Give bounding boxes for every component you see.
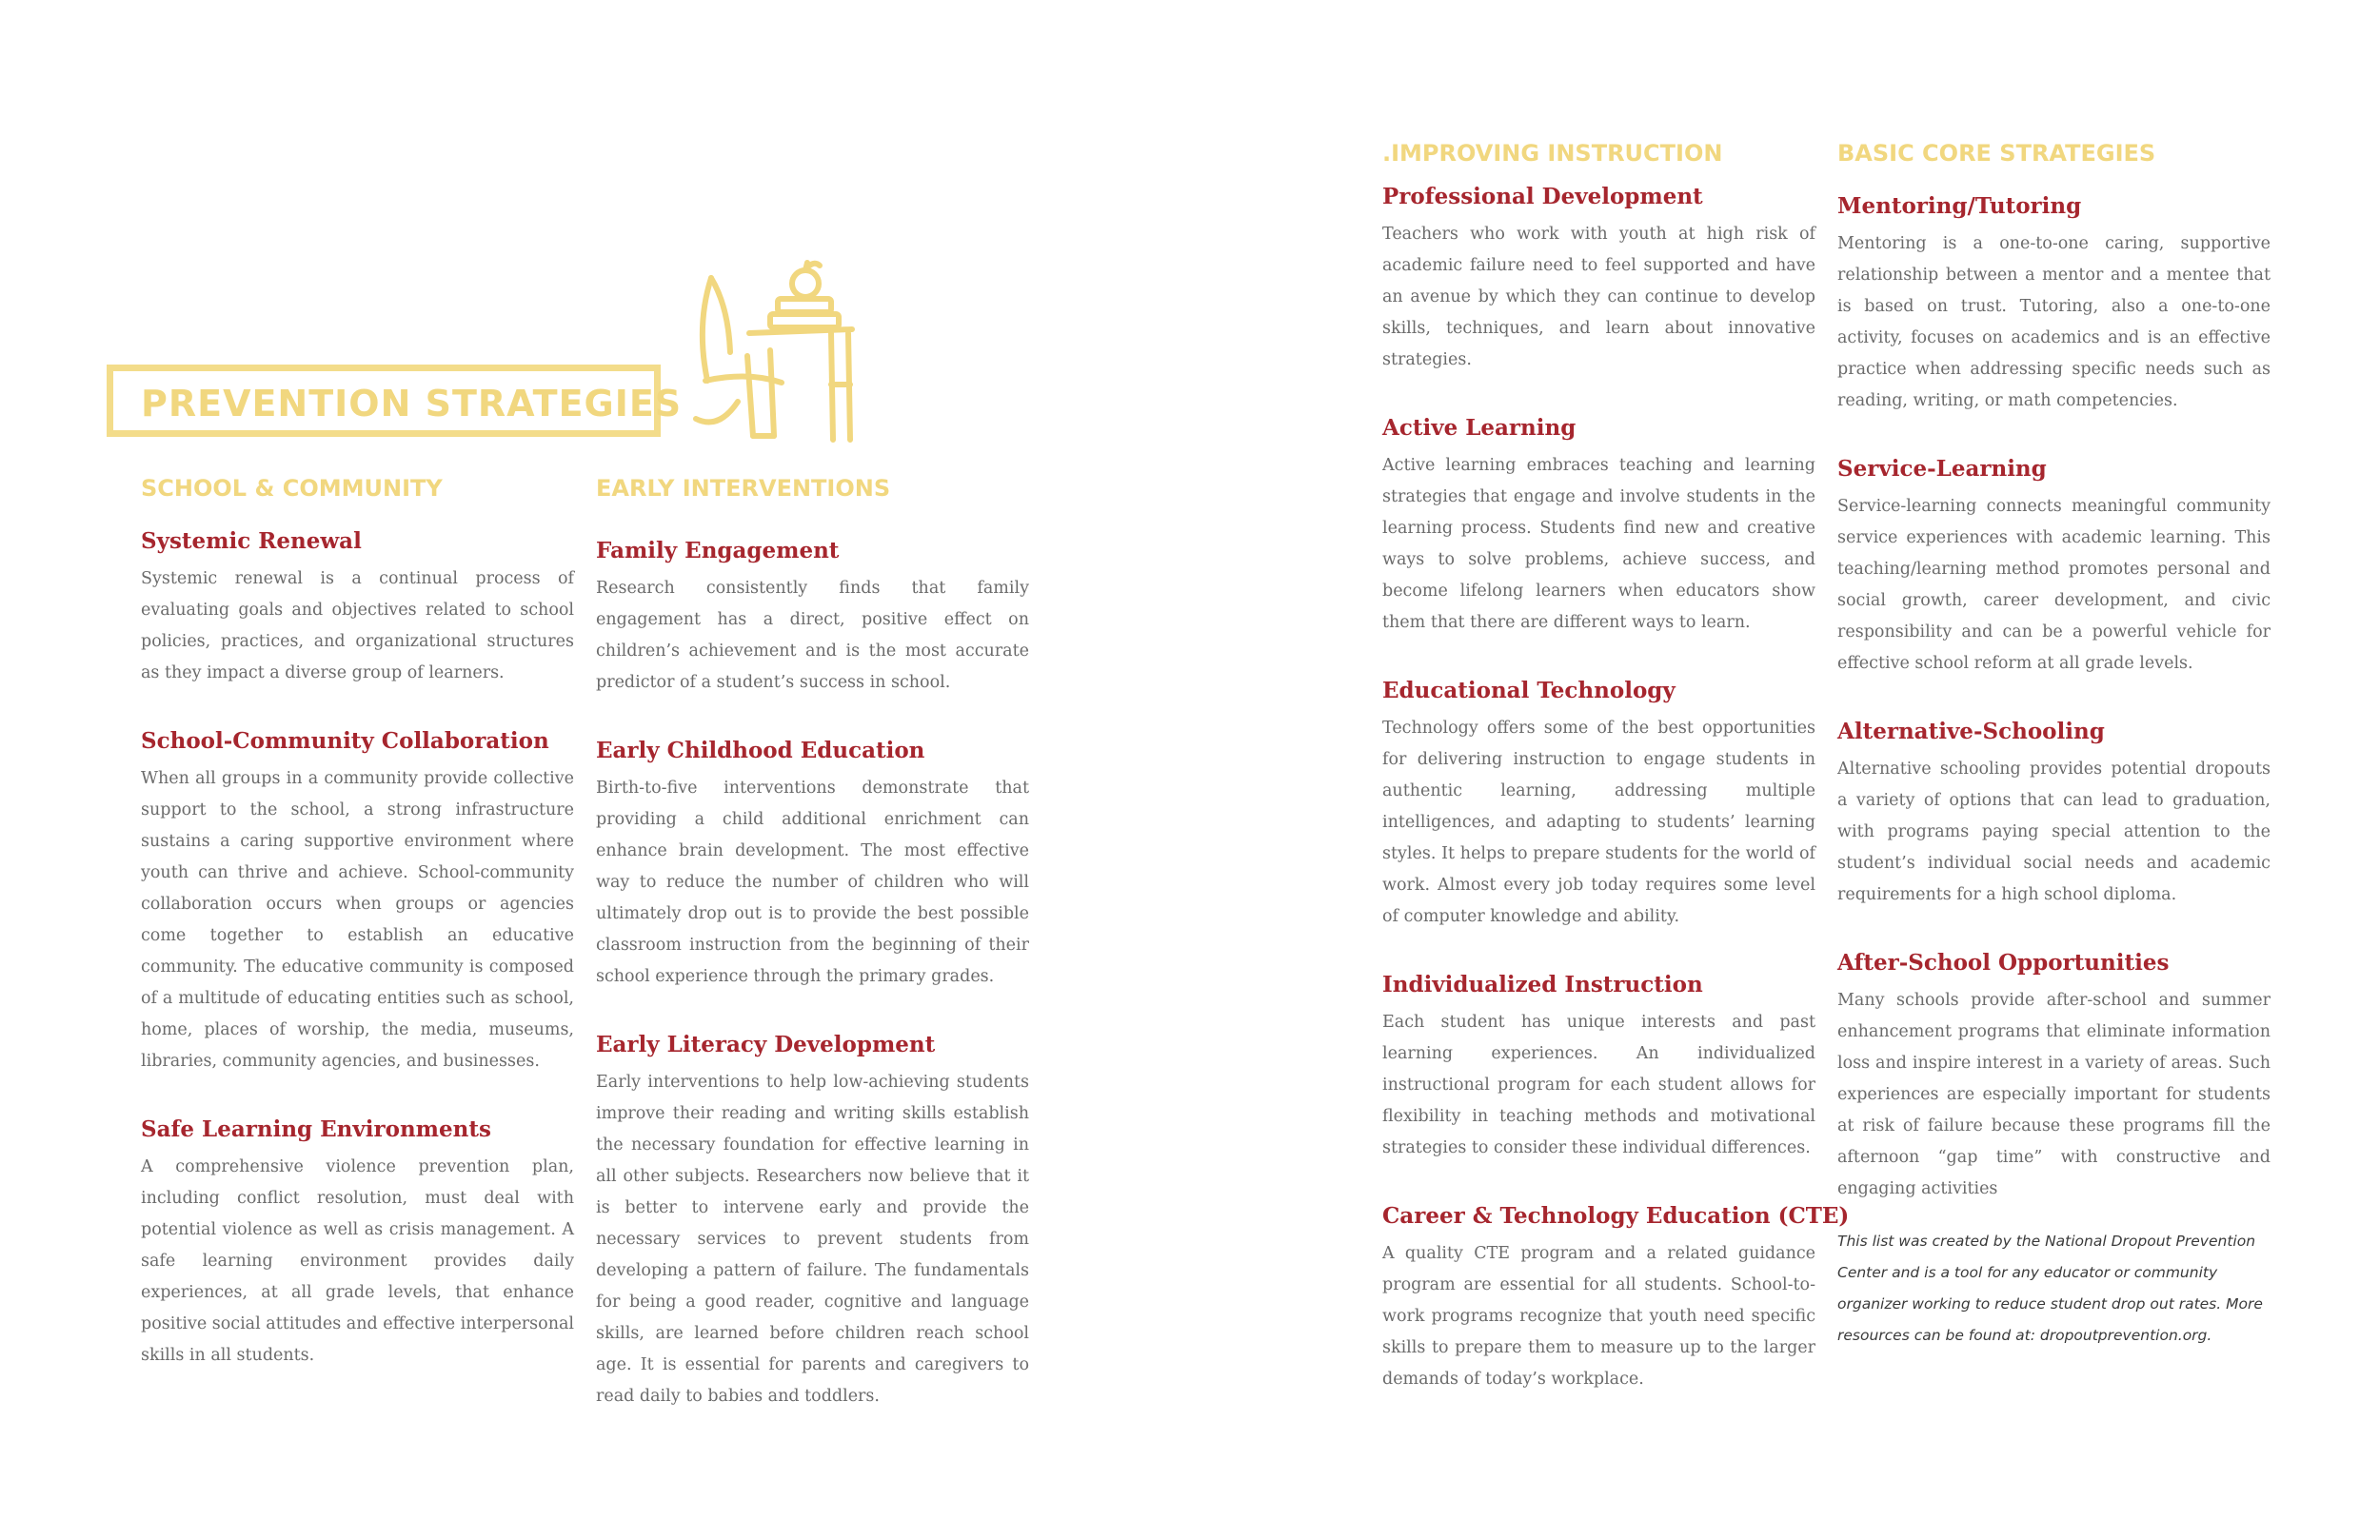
section-body: Many schools provide after-school and summer enhancement programs that eliminate information loss and inspire interest in a variety of areas. Such experiences are especially important for students at risk of failure because these programs fill the afternoon “gap time” with constructive and engaging activities: [1837, 991, 2271, 1198]
school-desk-apple-icon: [690, 259, 871, 444]
section-title: Educational Technology: [1382, 678, 1676, 703]
section-safe-learning-environments: [141, 1116, 574, 1372]
section-title: Safe Learning Environments: [141, 1116, 491, 1142]
section-title: School-Community Collaboration: [141, 728, 549, 754]
section-early-childhood-education: [596, 737, 1029, 993]
column-heading: SCHOOL & COMMUNITY: [141, 475, 443, 502]
section-body: Systemic renewal is a continual process of evaluating goals and objectives related to school policies, practices, and organizational structures as they impact a diverse group of learners.: [141, 569, 574, 682]
section-body: A comprehensive violence prevention plan, including conflict resolution, must deal with potential violence as well as crisis management. A safe learning environment provides daily experiences, at all grade levels, that enhance positive social attitudes and effective interpersonal skills in all students.: [141, 1157, 574, 1365]
section-body: Technology offers some of the best opportunities for delivering instruction to engage students in authentic learning, addressing multiple intelligences, and adapting to students’ learning styles. It helps to prepare students for the world of work. Almost every job today requires some level of computer knowledge and ability.: [1382, 719, 1815, 926]
section-professional-development: [1382, 183, 1815, 376]
column-early-interventions: [596, 474, 1029, 1412]
section-alternative-schooling: [1837, 718, 2271, 911]
section-title: Alternative-Schooling: [1837, 719, 2105, 744]
section-service-learning: [1837, 455, 2271, 680]
section-title: Family Engagement: [596, 538, 840, 563]
section-body: When all groups in a community provide collective support to the school, a strong infrastructure sustains a caring supportive environment where youth can thrive and achieve. School-community collaboration occurs when groups or agencies come together to establish an educative community. The educative community is composed of a multitude of educating entities such as school, home, places of worship, the media, museums, libraries, community agencies, and businesses.: [141, 769, 574, 1071]
section-school-community-collaboration: [141, 727, 574, 1077]
section-after-school-opportunities: [1837, 949, 2271, 1205]
section-title: Active Learning: [1382, 415, 1577, 441]
section-body: Early interventions to help low-achieving students improve their reading and writing skills establish the necessary foundation for effective learning in all other subjects. Researchers now believe that it is better to intervene early and provide the necessary services to prevent students from developing a pattern of failure. The fundamentals for being a good reader, cognitive and language skills, are learned before children reach school age. It is essential for parents and caregivers to read daily to babies and toddlers.: [596, 1073, 1029, 1406]
section-body: Mentoring is a one-to-one caring, supportive relationship between a mentor and a mentee that is based on trust. Tutoring, also a one-to-one activity, focuses on academics and is an effective practice when addressing specific needs such as reading, writing, or math competencies.: [1837, 234, 2271, 410]
column-basic-core-strategies: [1837, 139, 2271, 1352]
section-career-technology-education: [1382, 1202, 1850, 1395]
section-body: Each student has unique interests and past learning experiences. An individualized instructional program for each student allows for flexibility in teaching methods and motivational strategies to consider these individual differences.: [1382, 1013, 1815, 1157]
section-body: Alternative schooling provides potential dropouts a variety of options that can lead to graduation, with programs paying special attention to the student’s individual social needs and academic requirements for a high school diploma.: [1837, 760, 2271, 904]
column-improving-instruction: [1382, 139, 1850, 1395]
section-title: Career & Technology Education (CTE): [1382, 1203, 1850, 1229]
section-title: After-School Opportunities: [1837, 950, 2170, 976]
section-body: Active learning embraces teaching and learning strategies that engage and involve students in the learning process. Students find new and creative ways to solve problems, achieve success, and become lifelong learners when educators show them that there are different ways to learn.: [1382, 456, 1815, 632]
section-early-literacy-development: [596, 1031, 1029, 1412]
column-school-community: [141, 474, 574, 1372]
column-heading: EARLY INTERVENTIONS: [596, 475, 891, 502]
section-body: Service-learning connects meaningful community service experiences with academic learning. This teaching/learning method promotes personal and social growth, career development, and civic responsibility and can be a powerful vehicle for effective school reform at all grade levels.: [1837, 497, 2271, 673]
section-title: Early Literacy Development: [596, 1032, 936, 1057]
section-title: Mentoring/Tutoring: [1837, 193, 2082, 219]
section-individualized-instruction: [1382, 971, 1815, 1164]
section-educational-technology: [1382, 677, 1815, 933]
section-body: Research consistently finds that family engagement has a direct, positive effect on children’s achievement and is the most accurate predictor of a student’s success in school.: [596, 579, 1029, 692]
section-title: Service-Learning: [1837, 456, 2047, 482]
column-heading: BASIC CORE STRATEGIES: [1837, 140, 2156, 167]
section-active-learning: [1382, 414, 1815, 639]
page-title: PREVENTION STRATEGIES: [141, 383, 683, 424]
section-family-engagement: [596, 537, 1029, 699]
section-systemic-renewal: [141, 527, 574, 689]
section-body: Teachers who work with youth at high risk of academic failure need to feel supported and have an avenue by which they can continue to develop skills, techniques, and learn about innovative strategies.: [1382, 225, 1815, 369]
section-body: Birth-to-five interventions demonstrate that providing a child additional enrichment can enhance brain development. The most effective way to reduce the number of children who will ultimately drop out is to provide the best possible classroom instruction from the beginning of their school experience through the primary grades.: [596, 779, 1029, 986]
section-title: Individualized Instruction: [1382, 972, 1703, 997]
source-note: This list was created by the National Dropout Prevention Center and is a tool for any educator or community organizer working to reduce student drop out rates. More resources can be found at: dropoutprevention.org.: [1837, 1233, 2263, 1344]
column-heading: .IMPROVING INSTRUCTION: [1382, 140, 1723, 167]
section-title: Early Childhood Education: [596, 738, 925, 763]
section-title: Systemic Renewal: [141, 528, 362, 554]
section-mentoring-tutoring: [1837, 192, 2271, 417]
section-title: Professional Development: [1382, 184, 1703, 209]
section-body: A quality CTE program and a related guidance program are essential for all students. School-to-work programs recognize that youth need specific skills to prepare them to measure up to the larger demands of today’s workplace.: [1382, 1244, 1815, 1389]
